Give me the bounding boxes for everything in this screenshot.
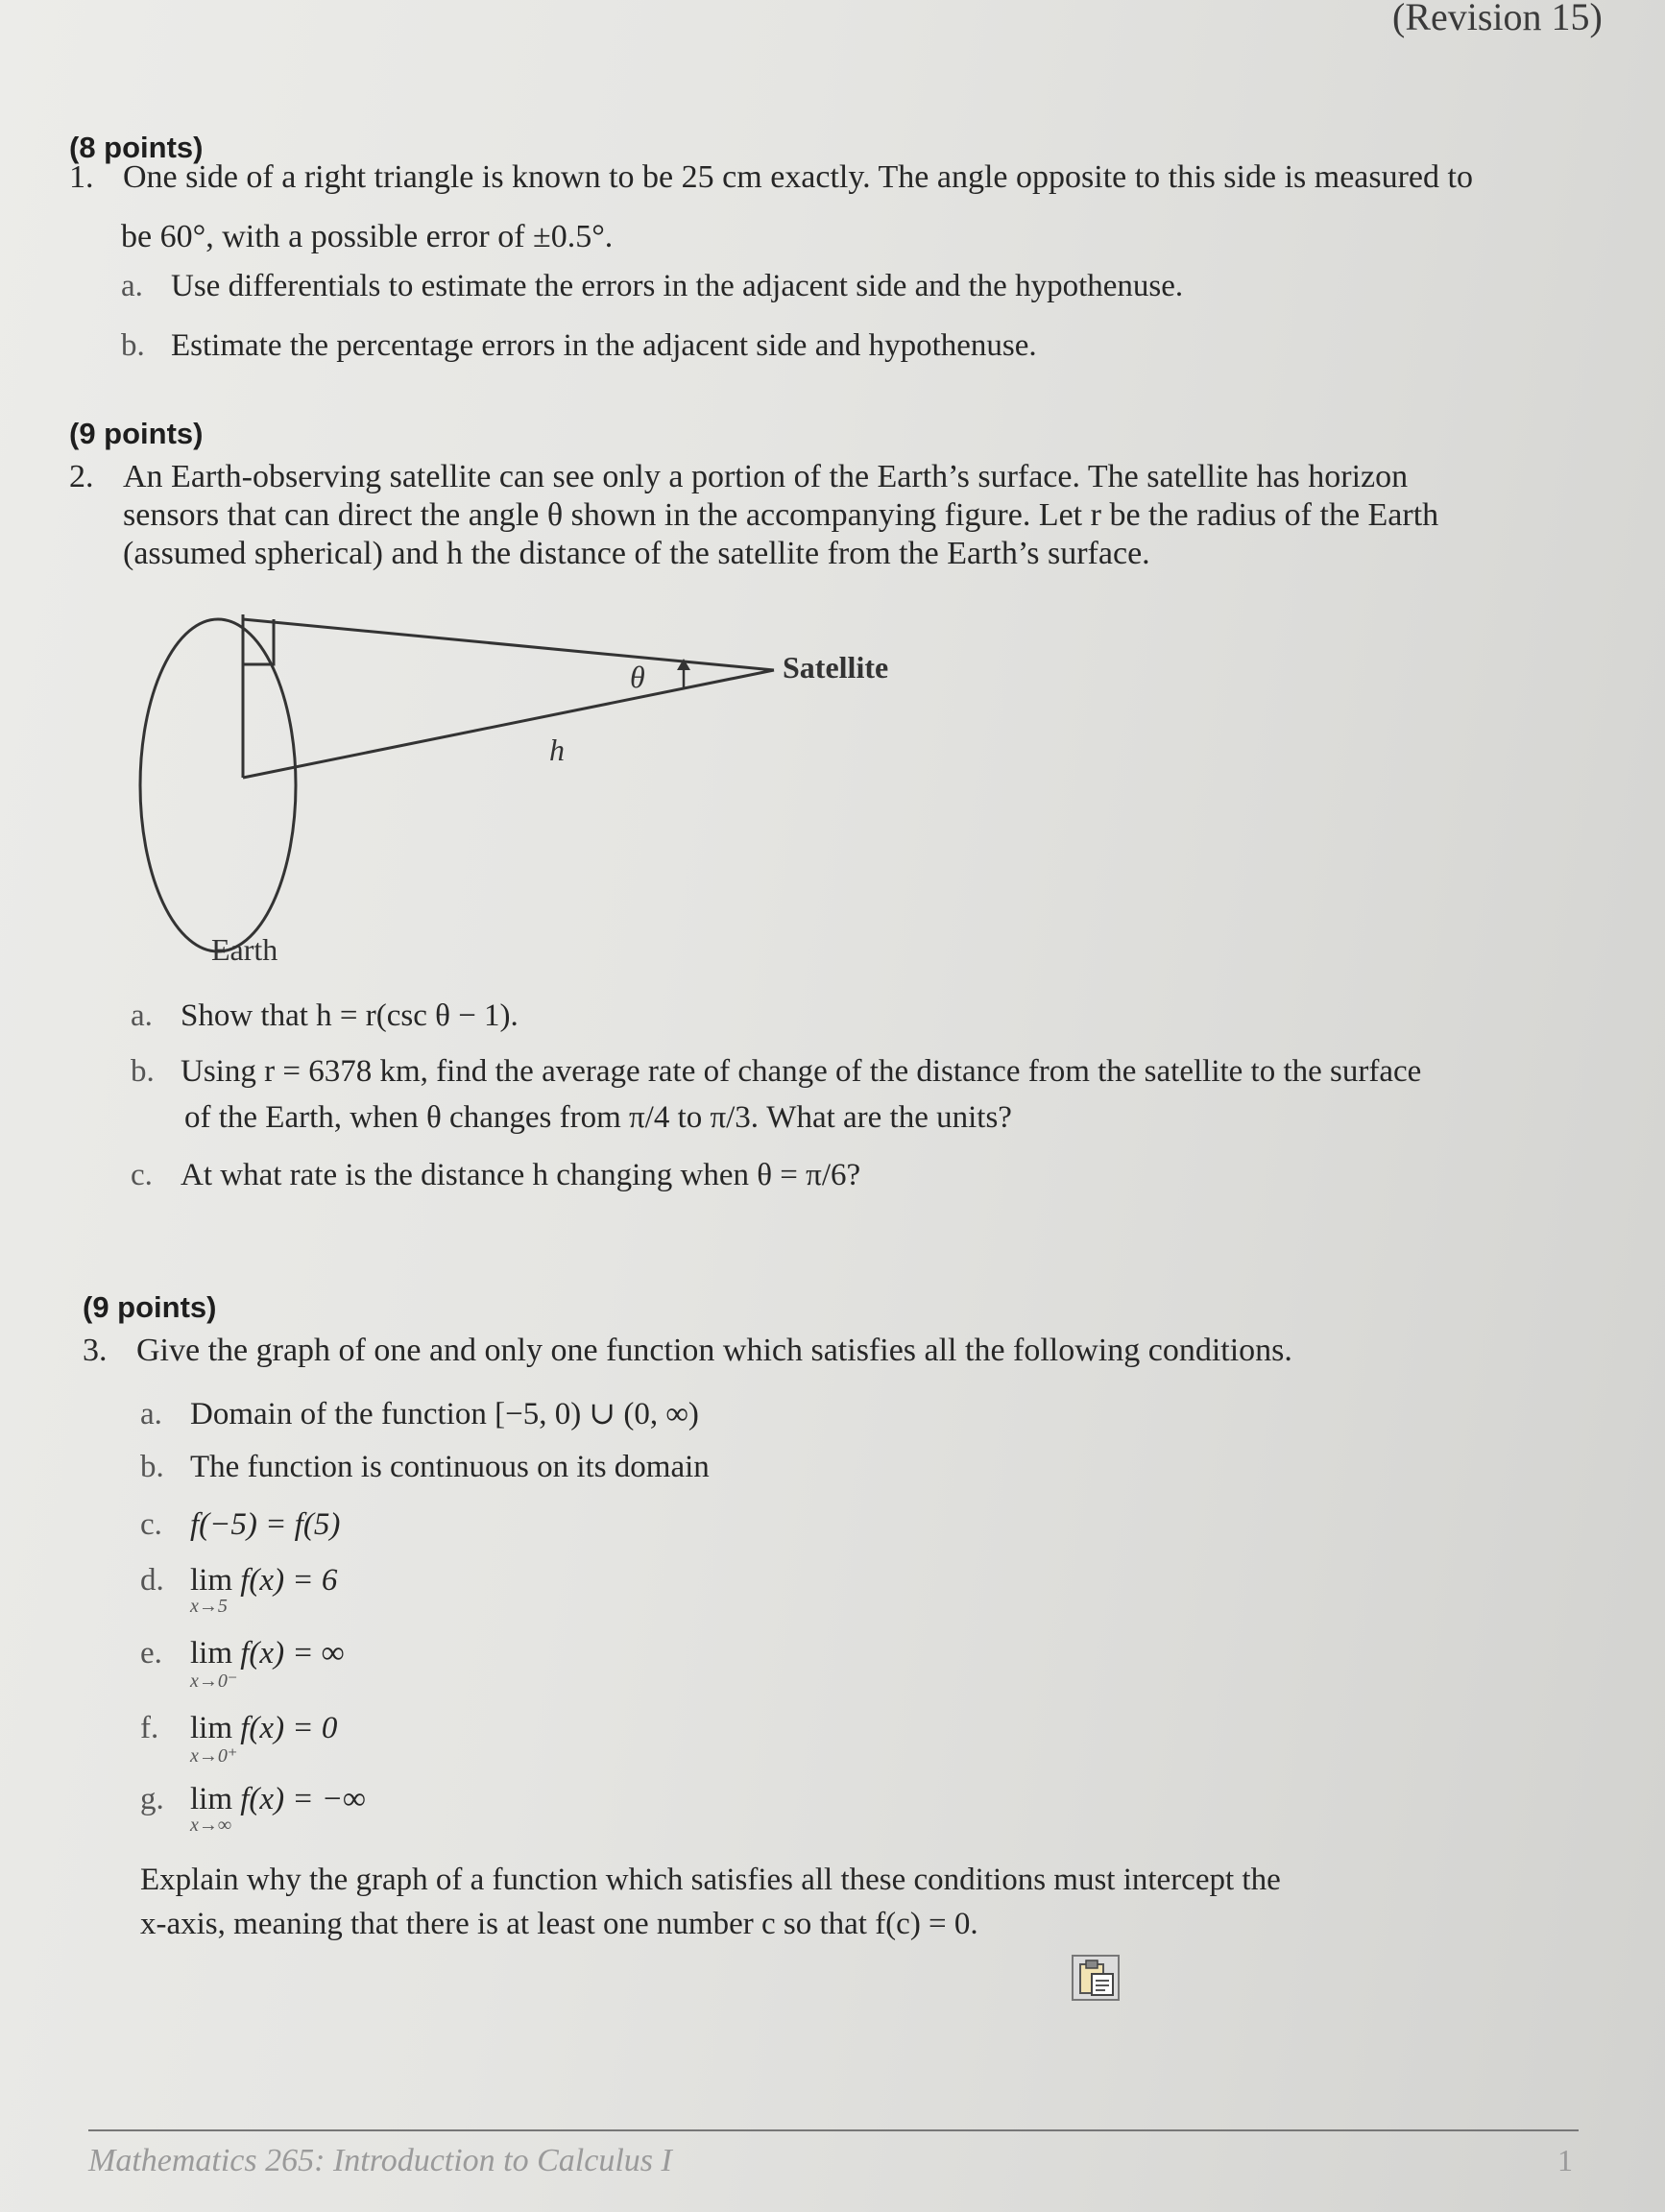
q2-part-c	[131, 1158, 860, 1193]
q2-c-text: At what rate is the distance h changing when θ = π/6?	[181, 1158, 861, 1192]
q3-part-e	[140, 1636, 345, 1692]
q1-b-text: Estimate the percentage errors in the adjacent side and hypothenuse.	[171, 328, 1037, 363]
q3-d-limit	[190, 1563, 233, 1617]
q3-e-limit	[190, 1636, 238, 1692]
q3-c-label: c.	[140, 1507, 162, 1542]
earth-circle	[140, 619, 296, 951]
q2-line2: sensors that can direct the angle θ shown in the accompanying figure. Let r be the radius of the Earth	[123, 497, 1439, 533]
q1-a-text: Use differentials to estimate the errors in the adjacent side and the hypothenuse.	[171, 269, 1184, 303]
q2-c-label: c.	[131, 1158, 153, 1192]
q1-text-line1: One side of a right triangle is known to be 25 cm exactly. The angle opposite to this side is measured to	[123, 159, 1473, 195]
q3-g-lim: lim	[190, 1782, 233, 1816]
q3-e-label: e.	[140, 1636, 162, 1671]
q3-d-rhs: f(x) = 6	[240, 1563, 338, 1598]
q3-part-f	[140, 1711, 338, 1767]
q3-explain-line2: x-axis, meaning that there is at least one number c so that f(c) = 0.	[140, 1907, 978, 1941]
q2-points: (9 points)	[69, 417, 204, 450]
theta-label: θ	[630, 660, 645, 694]
q3-part-a	[140, 1394, 699, 1432]
q2-a-text: Show that h = r(csc θ − 1).	[181, 998, 519, 1033]
satellite-label: Satellite	[783, 650, 889, 685]
q3-intro-text: Give the graph of one and only one function which satisfies all the following conditions.	[136, 1333, 1292, 1368]
footer-course: Mathematics 265: Introduction to Calculus I	[88, 2143, 672, 2178]
q2-b-text-line1: Using r = 6378 km, find the average rate of change of the distance from the satellite to the surface	[181, 1054, 1422, 1089]
q3-c-text: f(−5) = f(5)	[190, 1507, 341, 1542]
q2-b-text-line2: of the Earth, when θ changes from π/4 to π/3. What are the units?	[184, 1100, 1012, 1135]
q1-b-label: b.	[121, 328, 145, 363]
q2-part-a	[131, 998, 519, 1034]
q3-g-label: g.	[140, 1782, 164, 1816]
h-label: h	[549, 733, 565, 767]
q3-g-limit	[190, 1782, 233, 1836]
q2-a-label: a.	[131, 998, 153, 1033]
q3-a-text: Domain of the function [−5, 0) ∪ (0, ∞)	[190, 1397, 699, 1431]
earth-label: Earth	[211, 932, 278, 967]
page-number: 1	[1557, 2143, 1573, 2177]
q3-d-label: d.	[140, 1563, 164, 1598]
q3-explain-line1: Explain why the graph of a function which satisfies all these conditions must intercept the	[140, 1863, 1281, 1897]
q3-f-limit	[190, 1711, 238, 1767]
q2-text-line1: An Earth-observing satellite can see only a portion of the Earth’s surface. The satellite has horizon	[123, 459, 1409, 494]
tangent-line	[243, 619, 774, 670]
q3-part-c	[140, 1507, 340, 1543]
q1-points: (8 points)	[69, 131, 204, 164]
q3-d-lim: lim	[190, 1563, 233, 1598]
q3-f-lim: lim	[190, 1711, 233, 1745]
q3-g-sub: x→∞	[190, 1815, 232, 1836]
q2-line3: (assumed spherical) and h the distance of the satellite from the Earth’s surface.	[123, 536, 1150, 571]
q3-b-text: The function is continuous on its domain	[190, 1450, 710, 1484]
q3-b-label: b.	[140, 1450, 164, 1484]
q3-part-b	[140, 1450, 710, 1485]
q3-g-rhs: f(x) = −∞	[240, 1782, 366, 1816]
q3-f-rhs: f(x) = 0	[240, 1711, 338, 1745]
q2-part-b	[131, 1054, 1421, 1090]
q3-e-rhs: f(x) = ∞	[240, 1636, 345, 1671]
center-to-satellite-line	[243, 670, 774, 778]
q2-number: 2.	[69, 459, 94, 494]
q3-a-label: a.	[140, 1397, 162, 1431]
q2-b-label: b.	[131, 1054, 155, 1089]
q1-a-label: a.	[121, 269, 143, 303]
q3-d-sub: x→5	[190, 1596, 228, 1617]
q3-points: (9 points)	[83, 1290, 217, 1324]
q3-intro	[83, 1333, 1292, 1369]
clipboard-paste-icon[interactable]	[1072, 1955, 1120, 2001]
footer-divider	[88, 2129, 1579, 2131]
q3-f-sub: x→0⁺	[190, 1745, 238, 1767]
q1-number: 1.	[69, 159, 94, 195]
q3-part-d	[140, 1563, 338, 1617]
q3-part-g	[140, 1782, 366, 1836]
revision-label: (Revision 15)	[1392, 0, 1603, 38]
q1-line2: be 60°, with a possible error of ±0.5°.	[121, 219, 614, 254]
q3-e-sub: x→0⁻	[190, 1671, 238, 1692]
q3-number: 3.	[83, 1333, 108, 1368]
q3-e-lim: lim	[190, 1636, 233, 1671]
q3-f-label: f.	[140, 1711, 159, 1745]
